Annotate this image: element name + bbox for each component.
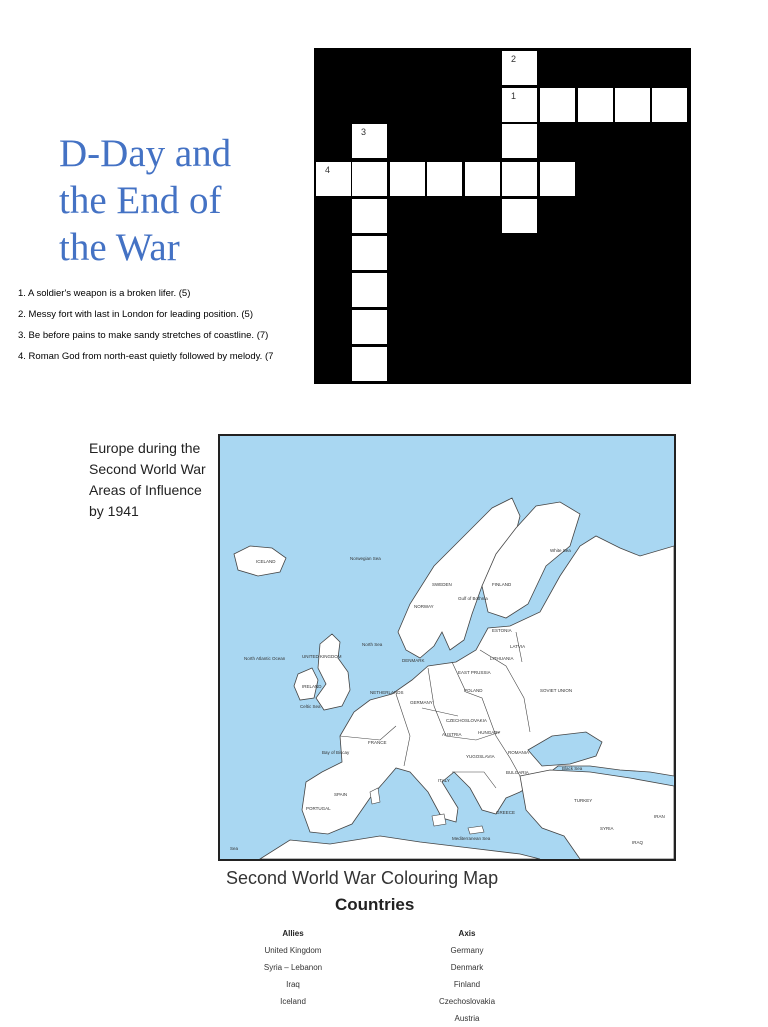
map-label-netherlands: NETHERLANDS: [370, 690, 404, 695]
map-label-finland: FINLAND: [492, 582, 512, 587]
axis-item: Austria: [454, 1014, 480, 1023]
map-label-portugal: PORTUGAL: [306, 806, 331, 811]
map-label-hungary: HUNGARY: [478, 730, 501, 735]
map-label-poland: POLAND: [464, 688, 483, 693]
crossword-cell[interactable]: [465, 162, 500, 196]
map-label-yugoslavia: YUGOSLAVIA: [466, 754, 495, 759]
crossword-cell[interactable]: [352, 124, 387, 158]
map-label-bay-biscay: Bay of Biscay: [322, 750, 350, 755]
axis-item: Czechoslovakia: [438, 997, 496, 1006]
crossword-cell[interactable]: [352, 310, 387, 344]
crossword-cell[interactable]: [652, 88, 687, 122]
crossword-cell[interactable]: [427, 162, 462, 196]
map-label-north-atlantic: North Atlantic Ocean: [244, 656, 286, 661]
crossword-cell[interactable]: [316, 162, 351, 196]
axis-heading: Axis: [458, 929, 476, 938]
map-label-soviet-union: SOVIET UNION: [540, 688, 573, 693]
clue-3: 3. Be before pains to make sandy stretches of coastline. (7): [18, 330, 269, 341]
map-label-north-sea: North Sea: [362, 642, 383, 647]
crossword-cell[interactable]: [502, 88, 537, 122]
title-line-3: the War: [59, 226, 180, 269]
map-label-iceland: ICELAND: [256, 559, 276, 564]
europe-map-drawing: [220, 436, 674, 859]
clue-number-3: 3: [361, 127, 367, 137]
map-label-denmark: DENMARK: [402, 658, 425, 663]
crossword-cell[interactable]: [502, 199, 537, 233]
allies-item: Iceland: [280, 997, 306, 1006]
clue-4: 4. Roman God from north-east quietly followed by melody. (7: [18, 351, 274, 362]
countries-heading: Countries: [335, 895, 415, 914]
allies-heading: Allies: [282, 929, 304, 938]
crossword-grid: [314, 48, 691, 384]
crossword-cell[interactable]: [502, 162, 537, 196]
map-label-norway: NORWAY: [414, 604, 434, 609]
crossword-cell[interactable]: [578, 88, 613, 122]
map-label-romania: ROMANIA: [508, 750, 530, 755]
crossword-cell[interactable]: [502, 124, 537, 158]
map-label-estonia: ESTONIA: [492, 628, 512, 633]
map-label-greece: GREECE: [496, 810, 516, 815]
map-label-united-kingdom: UNITED KINGDOM: [302, 654, 342, 659]
crossword-cell[interactable]: [352, 162, 387, 196]
map-label-ireland: IRELAND: [302, 684, 322, 689]
crossword-cell[interactable]: [502, 51, 537, 85]
page-title: [59, 130, 299, 271]
map-label-austria: AUSTRIA: [442, 732, 462, 737]
clue-1: 1. A soldier's weapon is a broken lifer. (5): [18, 288, 191, 299]
map-label-gulf-bothnia: Gulf of Bothnia: [458, 596, 488, 601]
clue-number-2: 2: [511, 54, 517, 64]
crossword-cell[interactable]: [390, 162, 425, 196]
map-label-white-sea: White Sea: [550, 548, 571, 553]
map-label-sweden: SWEDEN: [432, 582, 452, 587]
allies-item: Iraq: [286, 980, 300, 989]
map-label-spain: SPAIN: [334, 792, 348, 797]
title-line-1: D-Day and: [59, 132, 232, 175]
clue-number-1: 1: [511, 91, 517, 101]
europe-map: [218, 434, 676, 861]
allies-item: United Kingdom: [264, 946, 322, 955]
crossword-cell[interactable]: [615, 88, 650, 122]
clue-number-4: 4: [325, 165, 331, 175]
island-shape: [432, 814, 446, 826]
clue-2: 2. Messy fort with last in London for leading position. (5): [18, 309, 253, 320]
map-caption: Europe during the Second World War Areas of Influence by 1941: [89, 440, 206, 519]
map-label-black-sea: Black Sea: [562, 766, 583, 771]
crossword-cell[interactable]: [352, 347, 387, 381]
allies-item: Syria – Lebanon: [263, 963, 323, 972]
crossword-cell[interactable]: [540, 88, 575, 122]
map-label-czechoslovakia: CZECHOSLOVAKIA: [446, 718, 487, 723]
colouring-map-title: Second World War Colouring Map: [226, 868, 499, 888]
map-label-mediterranean: Mediterranean Sea: [452, 836, 491, 841]
map-label-germany: GERMANY: [410, 700, 433, 705]
clue-list: [18, 287, 318, 371]
map-label-sea: Sea: [230, 846, 239, 851]
map-label-east-prussia: EAST PRUSSIA: [458, 670, 491, 675]
map-label-latvia: LATVIA: [510, 644, 526, 649]
map-label-turkey: TURKEY: [574, 798, 593, 803]
axis-item: Germany: [450, 946, 484, 955]
map-label-bulgaria: BULGARIA: [506, 770, 529, 775]
crossword-cell[interactable]: [540, 162, 575, 196]
map-label-celtic-sea: Celtic Sea: [300, 704, 321, 709]
axis-column: [407, 925, 527, 1027]
axis-item: Finland: [453, 980, 481, 989]
map-label-iran: IRAN: [654, 814, 665, 819]
axis-item: Denmark: [450, 963, 484, 972]
crossword-cell[interactable]: [352, 273, 387, 307]
allies-column: [233, 925, 353, 1010]
map-label-france: FRANCE: [368, 740, 387, 745]
crossword-cell[interactable]: [352, 199, 387, 233]
map-label-syria: SYRIA: [600, 826, 614, 831]
map-label-italy: ITALY: [438, 778, 450, 783]
map-label-norwegian-sea: Norwegian Sea: [350, 556, 381, 561]
title-line-2: the End of: [59, 179, 222, 222]
crossword-cell[interactable]: [352, 236, 387, 270]
map-label-lithuania: LITHUANIA: [490, 656, 514, 661]
map-label-iraq: IRAQ: [632, 840, 644, 845]
